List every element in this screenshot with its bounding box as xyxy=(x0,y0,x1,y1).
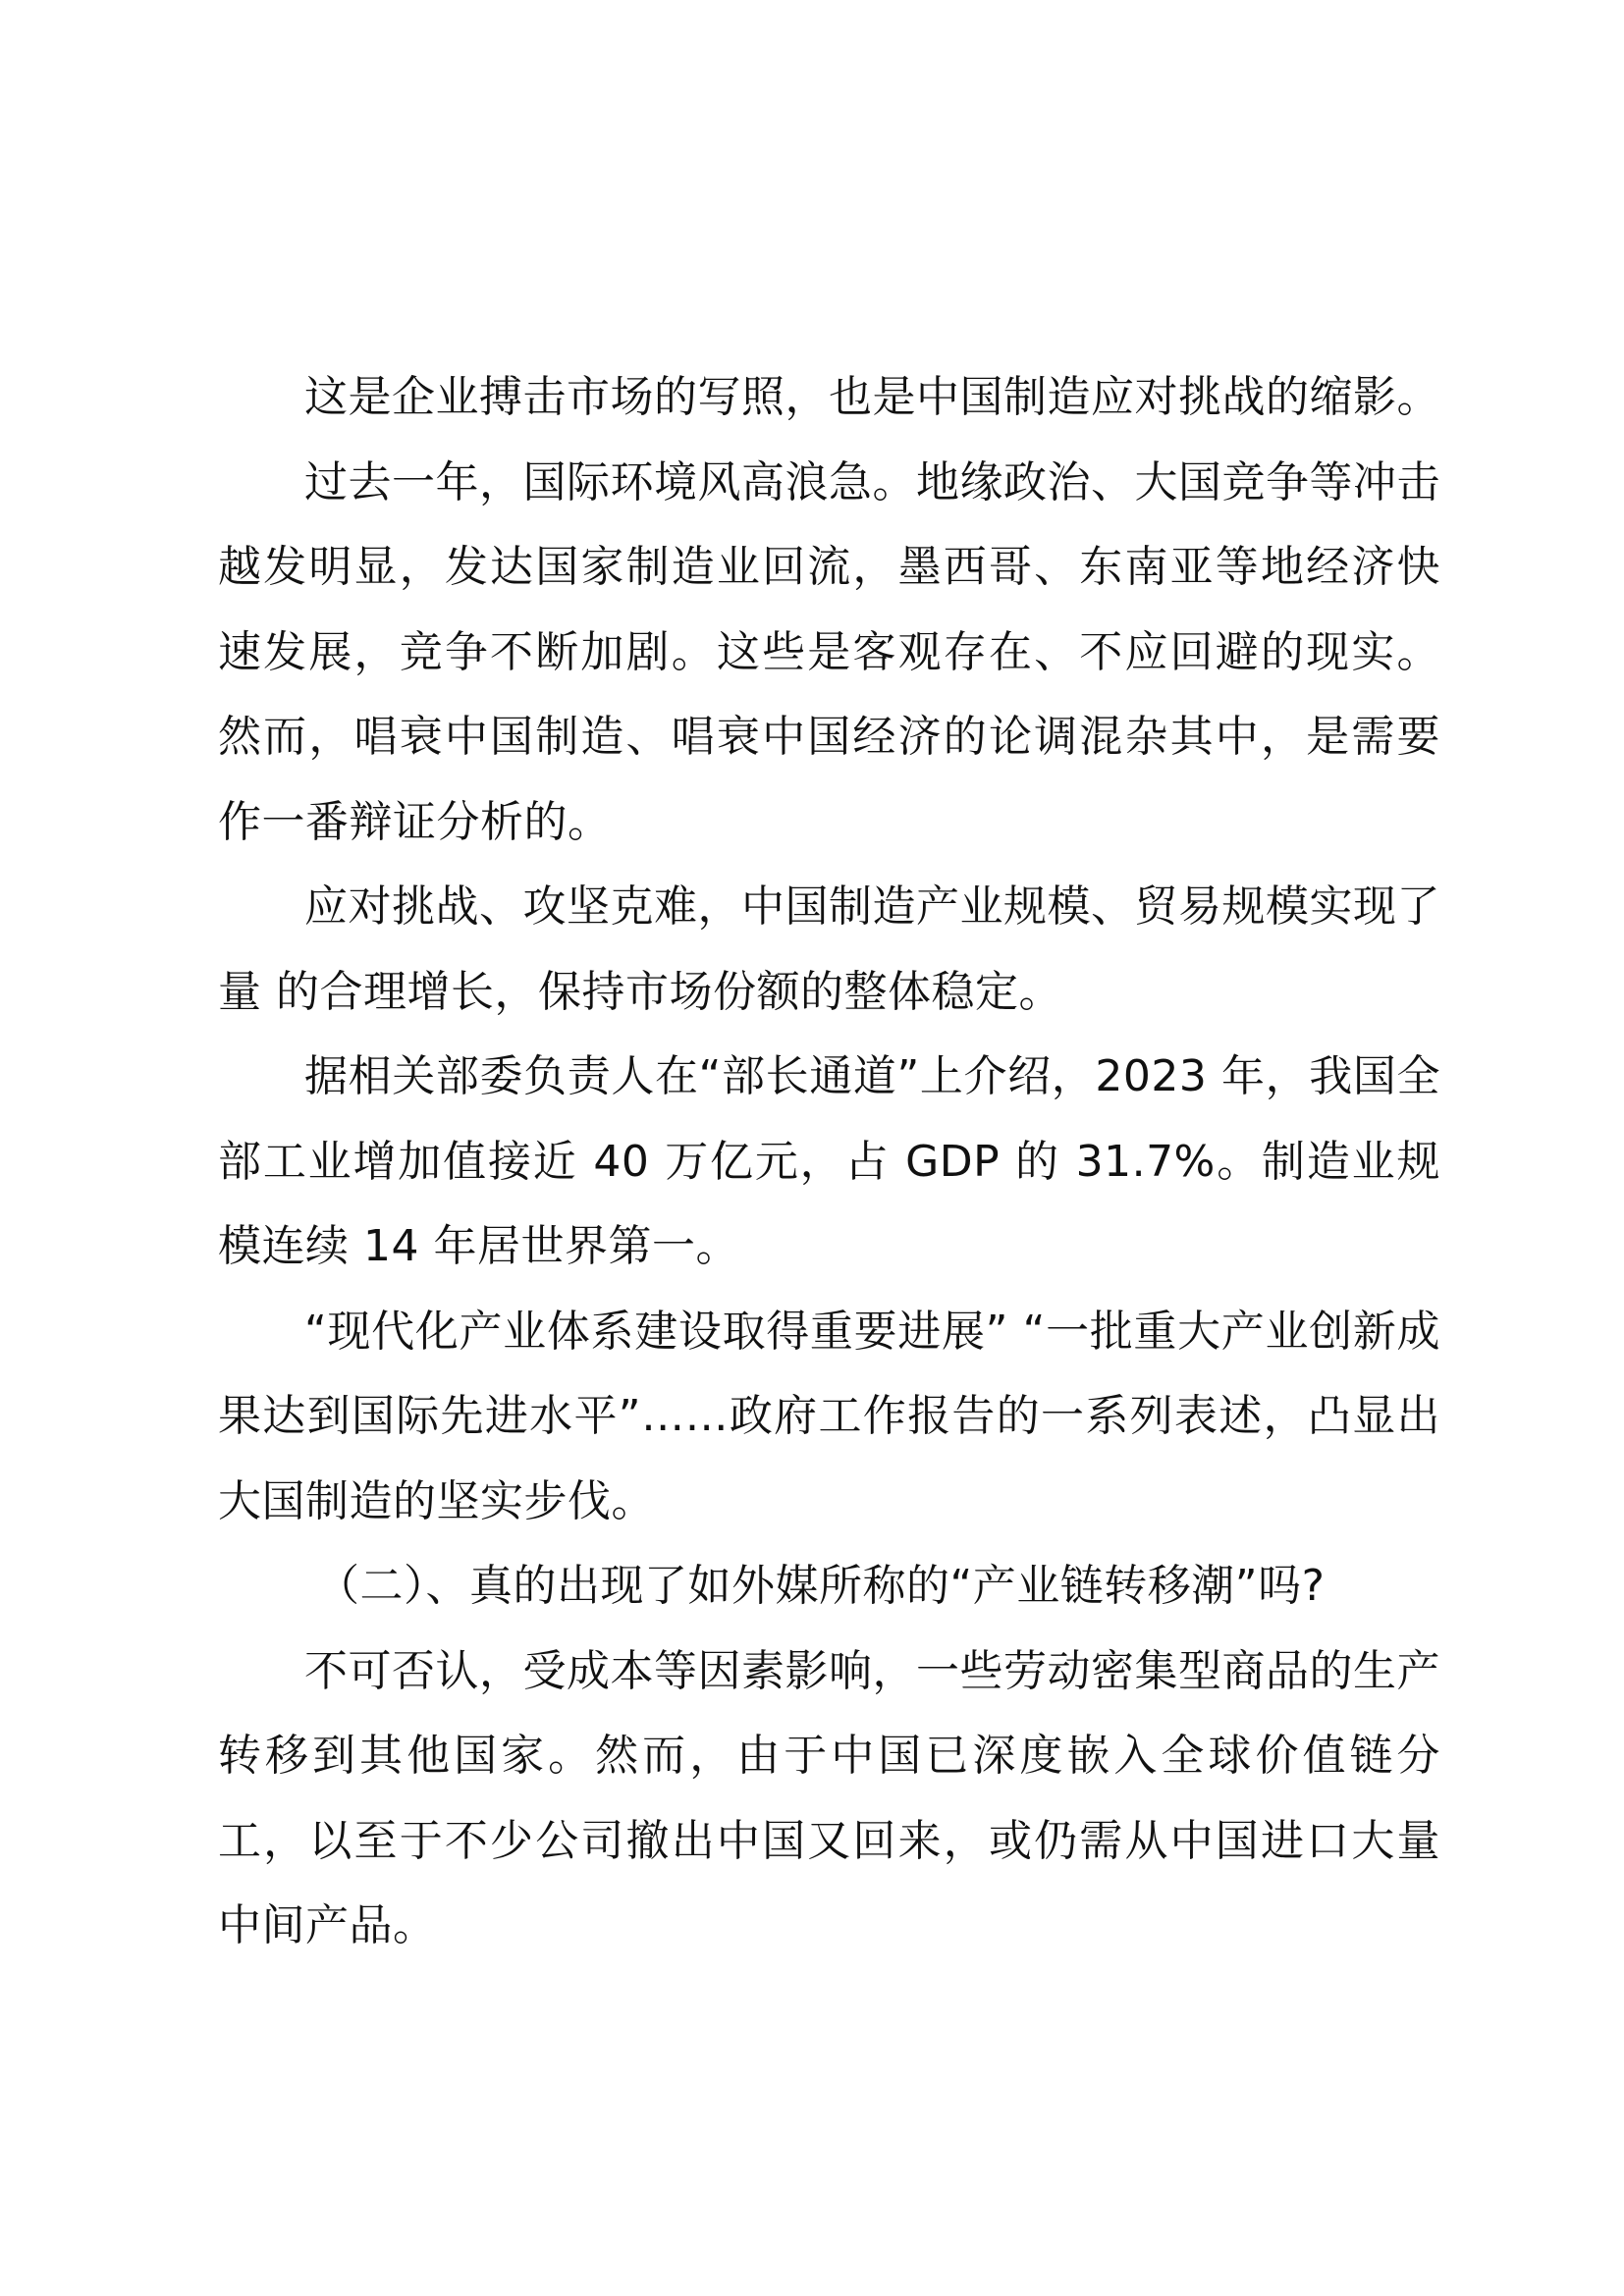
paragraph-3: 应对挑战、攻坚克难，中国制造产业规模、贸易规模实现了量 的合理增长，保持市场份额的整体稳定。 xyxy=(218,881,1440,1017)
document-body xyxy=(218,355,1440,1969)
paragraph-5: “现代化产业体系建设取得重要进展” “一批重大产业创新成果达到国际先进水平”……政府工作报告的一系列表述，凸显出大国制造的坚实步伐。 xyxy=(218,1306,1440,1526)
paragraph-1: 这是企业搏击市场的写照，也是中国制造应对挑战的缩影。 xyxy=(304,372,1440,422)
paragraph-6: 不可否认，受成本等因素影响，一些劳动密集型商品的生产转移到其他国家。然而，由于中国已深度嵌入全球价值链分工，以至于不少公司撤出中国又回来，或仍需从中国进口大量中间产品。 xyxy=(218,1645,1440,1950)
paragraph-2: 过去一年，国际环境风高浪急。地缘政治、大国竞争等冲击越发明显，发达国家制造业回流，墨西哥、东南亚等地经济快速发展，竞争不断加剧。这些是客观存在、不应回避的现实。然而，唱衰中国制造、唱衰中国经济的论调混杂其中，是需要作一番辩证分析的。 xyxy=(218,456,1440,847)
section-heading: （二）、真的出现了如外媒所称的“产业链转移潮”吗? xyxy=(316,1561,1326,1611)
paragraph-4: 据相关部委负责人在“部长通道”上介绍，2023 年，我国全部工业增加值接近 40 万亿元，占 GDP 的 31.7%。制造业规模连续 14 年居世界第一。 xyxy=(218,1051,1440,1271)
